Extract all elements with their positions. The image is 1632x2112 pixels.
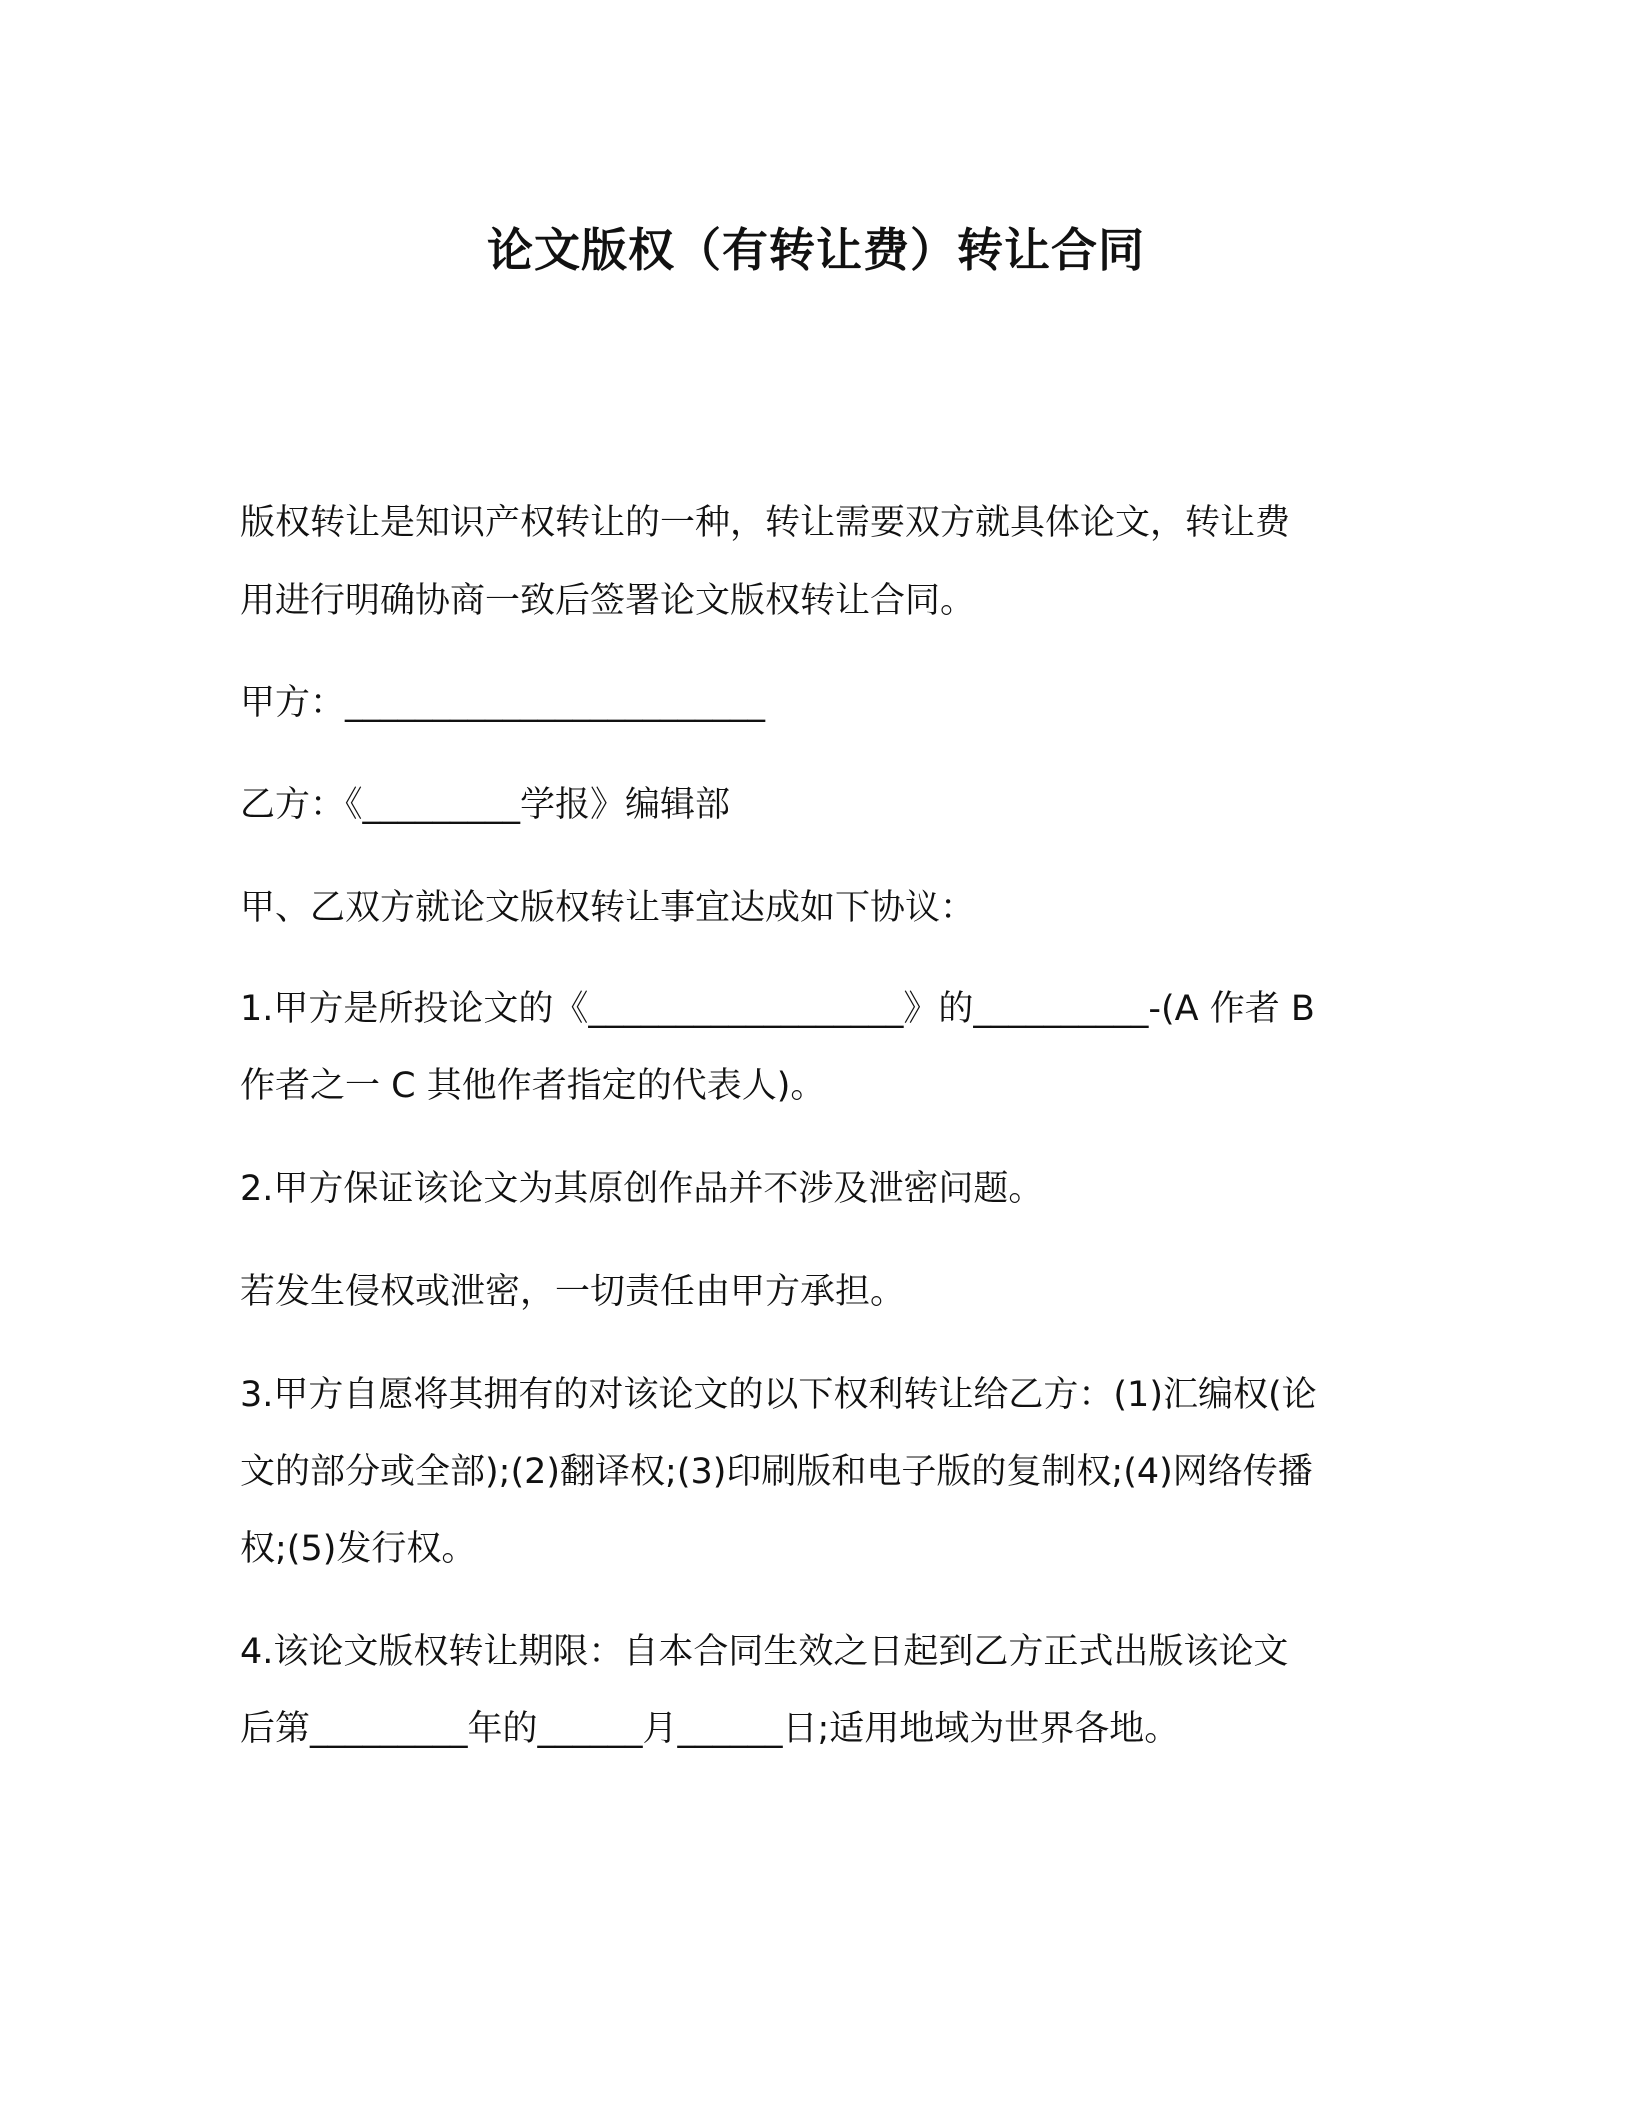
- agreement-intro: 甲、乙双方就论文版权转让事宜达成如下协议：: [240, 888, 976, 928]
- clause-4-line-2: 后第_________年的______月______日;适用地域为世界各地。: [240, 1709, 1180, 1749]
- clause-3-line-1: 3.甲方自愿将其拥有的对该论文的以下权利转让给乙方：(1)汇编权(论: [240, 1375, 1317, 1415]
- clause-4-line-1: 4.该论文版权转让期限：自本合同生效之日起到乙方正式出版该论文: [240, 1632, 1289, 1672]
- clause-1-line-1: 1.甲方是所投论文的《__________________》的__________-(A 作者 B: [240, 989, 1315, 1029]
- party-b-line: 乙方：《_________学报》编辑部: [240, 785, 731, 825]
- clause-3-line-2: 文的部分或全部);(2)翻译权;(3)印刷版和电子版的复制权;(4)网络传播: [240, 1452, 1313, 1492]
- clause-3-line-3: 权;(5)发行权。: [240, 1529, 477, 1569]
- liability-line: 若发生侵权或泄密，一切责任由甲方承担。: [240, 1272, 906, 1312]
- party-a-line: 甲方：________________________: [240, 683, 766, 723]
- clause-1-line-2: 作者之一 C 其他作者指定的代表人)。: [240, 1066, 826, 1106]
- intro-line-1: 版权转让是知识产权转让的一种，转让需要双方就具体论文，转让费: [240, 503, 1291, 543]
- clause-2-line: 2.甲方保证该论文为其原创作品并不涉及泄密问题。: [240, 1169, 1044, 1209]
- document-title: 论文版权（有转让费）转让合同: [487, 223, 1145, 277]
- intro-line-2: 用进行明确协商一致后签署论文版权转让合同。: [240, 581, 976, 621]
